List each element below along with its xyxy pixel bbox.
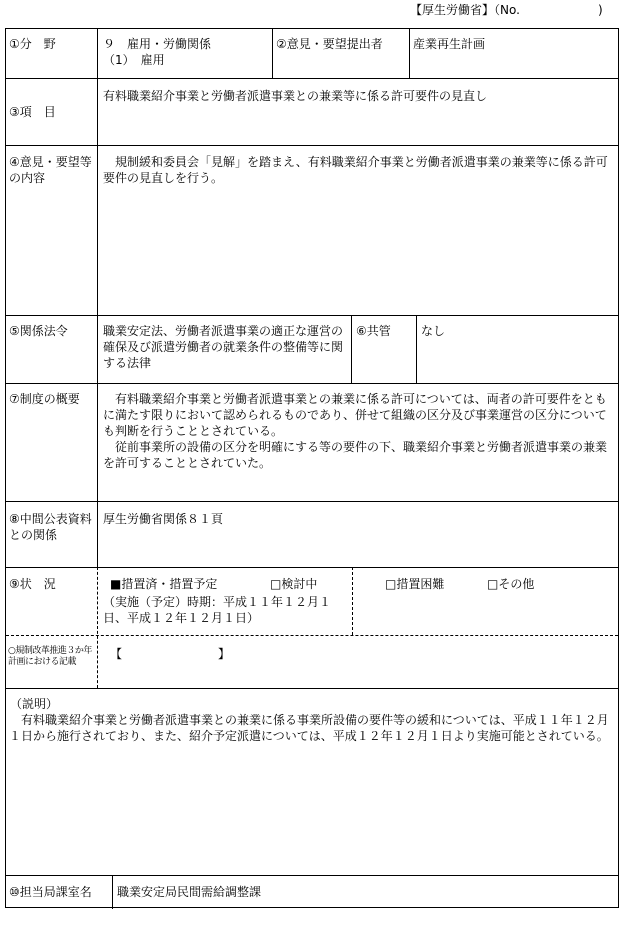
- item-value: 有料職業紹介事業と労働者派遣事業との兼業等に係る許可要件の見直し: [103, 89, 488, 103]
- ministry-label: 【厚生労働省】: [410, 3, 495, 17]
- overview-paragraph: 従前事業所の設備の区分を明確にする等の要件の下、職業紹介事業と労働者派遣事業の兼業を許可することとされていた。: [103, 440, 608, 470]
- status-label: ⑨状 況: [9, 577, 56, 591]
- office-value: 職業安定局民間需給調整課: [117, 885, 262, 899]
- joint-label: ⑥共管: [356, 324, 391, 338]
- overview-label: ⑦制度の概要: [9, 392, 80, 406]
- request-label: ④意見・要望等の内容: [9, 155, 92, 185]
- office-label: ⑩担当局課室名: [9, 885, 92, 899]
- column-divider: [416, 315, 417, 383]
- submitter-value: 産業再生計画: [413, 37, 486, 51]
- interim-value: 厚生労働省関係８１頁: [103, 512, 224, 526]
- status-option-difficult: □措置困難: [385, 577, 445, 591]
- laws-value: 職業安定法、労働者派遣事業の適正な運営の確保及び派遣労働者の就業条件の整備等に関する法律: [103, 324, 344, 370]
- joint-value: なし: [421, 324, 446, 338]
- number-suffix: ): [597, 3, 603, 17]
- number-prefix: （No.: [494, 3, 520, 17]
- request-value: 規制緩和委員会「見解」を踏まえ、有料職業紹介事業と労働者派遣事業の兼業等に係る許可要件の見直しを行う。: [103, 155, 608, 185]
- document-header: [410, 2, 603, 18]
- field-value-line2: （1） 雇用: [103, 53, 165, 67]
- explanation-text: 有料職業紹介事業と労働者派遣事業との兼業に係る事業所設備の要件等の緩和については、平成１１年１２月１日から施行されており、また、紹介予定派遣については、平成１２年１２月１日より実施可能とされている。: [9, 713, 609, 743]
- status-column-divider-dashed: [352, 567, 353, 635]
- status-option-under-review: □検討中: [270, 577, 318, 591]
- status-option-other: □その他: [487, 577, 535, 591]
- reform-plan-label: ○規制改革推進３か年計画における記載: [8, 646, 92, 667]
- form-table: [5, 28, 619, 908]
- field-value: [103, 36, 268, 68]
- item-label: ③項 目: [9, 105, 56, 119]
- column-divider: [409, 29, 410, 78]
- reform-plan-value: 【 】: [110, 647, 231, 661]
- column-divider: [351, 315, 352, 383]
- row-divider: [6, 688, 618, 689]
- status-option-implemented: ■措置済・措置予定: [110, 577, 218, 591]
- row-divider: [6, 875, 618, 876]
- laws-label: ⑤関係法令: [9, 324, 68, 338]
- column-divider: [112, 875, 113, 909]
- interim-label: ⑧中間公表資料との関係: [9, 512, 92, 542]
- field-label: ①分 野: [9, 37, 56, 51]
- overview-paragraph: 有料職業紹介事業と労働者派遣事業との兼業に係る許可については、両者の許可要件をともに満たす限りにおいて認められるものであり、併せて組織の区分及び事業運営の区分についても判断を行うこととされている。: [103, 392, 607, 438]
- status-schedule: （実施（予定）時期：平成１１年１２月１日、平成１２年１２月１日）: [103, 595, 332, 625]
- submitter-label: ②意見・要望提出者: [276, 37, 383, 51]
- explanation-label: （説明）: [10, 697, 59, 711]
- column-divider: [272, 29, 273, 78]
- overview-value: [103, 391, 612, 471]
- field-value-line1: ９ 雇用・労働関係: [103, 37, 212, 51]
